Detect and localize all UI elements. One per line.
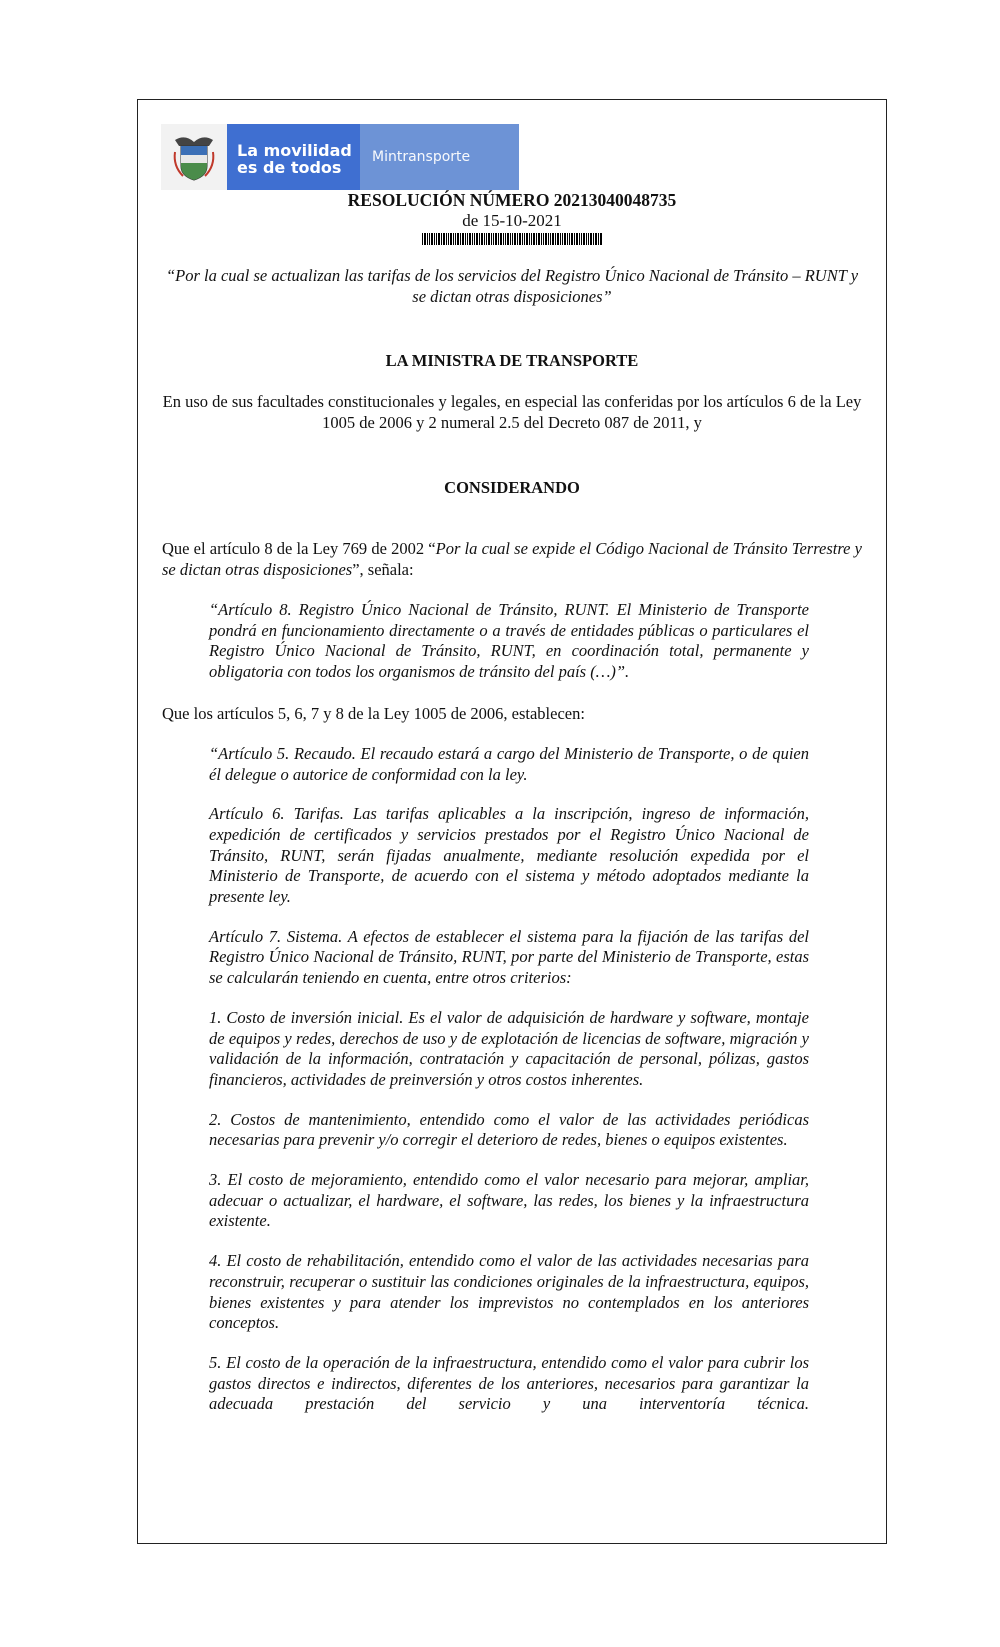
barcode-icon [422, 233, 602, 245]
paragraph-ley-769-end: ”, señala: [352, 560, 414, 579]
ministry-logo [161, 124, 519, 190]
resolution-title: RESOLUCIÓN NÚMERO 20213040048735 [347, 190, 677, 210]
faculties-paragraph: En uso de sus facultades constitucionales y legales, en especial las conferidas por los artículos 6 de la Ley 1005 de 2006 y 2 numeral 2.5 del Decreto 087 de 2011, y [162, 392, 862, 432]
logo-tagline [227, 124, 360, 190]
resolution-date: de 15-10-2021 [462, 211, 562, 230]
quote-criterio-2: 2. Costos de mantenimiento, entendido como el valor de las actividades periódicas necesarias para prevenir y/o corregir el deterioro de redes, bienes o equipos existentes. [209, 1109, 809, 1150]
coat-of-arms-icon [161, 124, 227, 190]
quote-articulo-5: “Artículo 5. Recaudo. El recaudo estará a cargo del Ministerio de Transporte, o de quien él delegue o autorice de conformidad con la ley. [209, 743, 809, 784]
quote-articulo-7: Artículo 7. Sistema. A efectos de establecer el sistema para la fijación de las tarifas del Registro Único Nacional de Tránsito, RUNT, por parte del Ministerio de Transporte, estas se calcularán teniendo en cuenta, entre otros criterios: [209, 926, 809, 988]
resolution-subtitle: “Por la cual se actualizan las tarifas de los servicios del Registro Único Nacional de Tránsito – RUNT y se dictan otras disposiciones” [165, 266, 859, 306]
quote-criterio-1: 1. Costo de inversión inicial. Es el valor de adquisición de hardware y software, montaje de equipos y redes, derechos de uso y de explotación de licencias de software, migración y validación de la información, contratación y capacitación de personal, pólizas, gastos financieros, actividades de preinversión y otros costos inherentes. [209, 1007, 809, 1089]
considerando-heading: CONSIDERANDO [444, 478, 580, 497]
quote-articulo-8: “Artículo 8. Registro Único Nacional de Tránsito, RUNT. El Ministerio de Transporte pondrá en funcionamiento directamente o a través de entidades públicas o particulares el Registro Único Nacional de Tránsito, RUNT, en coordinación total, permanente y obligatoria con todos los organismos de tránsito del país (…)”. [209, 600, 809, 682]
minister-heading: LA MINISTRA DE TRANSPORTE [385, 351, 639, 370]
paragraph-ley-769-title: Por la cual se expide el Código Nacional de Tránsito Terrestre y se dictan otras disposiciones [162, 539, 862, 579]
paragraph-ley-769 [162, 538, 862, 580]
quote-criterio-5: 5. El costo de la operación de la infraestructura, entendido como el valor para cubrir los gastos directos e indirectos, diferentes de los anteriores, necesarios para garantizar la adecuada prestación del servicio y una interventoría técnica. [209, 1352, 809, 1414]
quote-criterio-4: 4. El costo de rehabilitación, entendido como el valor de las actividades necesarias para reconstruir, recuperar o sustituir las condiciones originales de la infraestructura, equipos, bienes existentes y para atender los imprevistos no contemplados en los anteriores conceptos. [209, 1251, 809, 1333]
logo-ministry [360, 124, 519, 190]
quote-articulo-6: Artículo 6. Tarifas. Las tarifas aplicables a la inscripción, ingreso de información, expedición de certificados y servicios prestados por el Registro Único Nacional de Tránsito, RUNT, serán fijadas anualmente, mediante resolución expedida por el Ministerio de Transporte, de acuerdo con el sistema y método adoptados mediante la presente ley. [209, 804, 809, 907]
logo-tagline-line1: La movilidad [237, 141, 352, 160]
document-body [162, 190, 862, 1415]
paragraph-ley-1005: Que los artículos 5, 6, 7 y 8 de la Ley 1005 de 2006, establecen: [162, 703, 585, 723]
quote-criterio-3: 3. El costo de mejoramiento, entendido como el valor necesario para mejorar, ampliar, adecuar o actualizar, el hardware, el software, las redes, los bienes y la infraestructura existente. [209, 1170, 809, 1231]
logo-tagline-line2: es de todos [237, 158, 342, 177]
paragraph-ley-769-start: Que el artículo 8 de la Ley 769 de 2002 “ [162, 539, 436, 558]
logo-ministry-label: Mintransporte [372, 149, 471, 165]
